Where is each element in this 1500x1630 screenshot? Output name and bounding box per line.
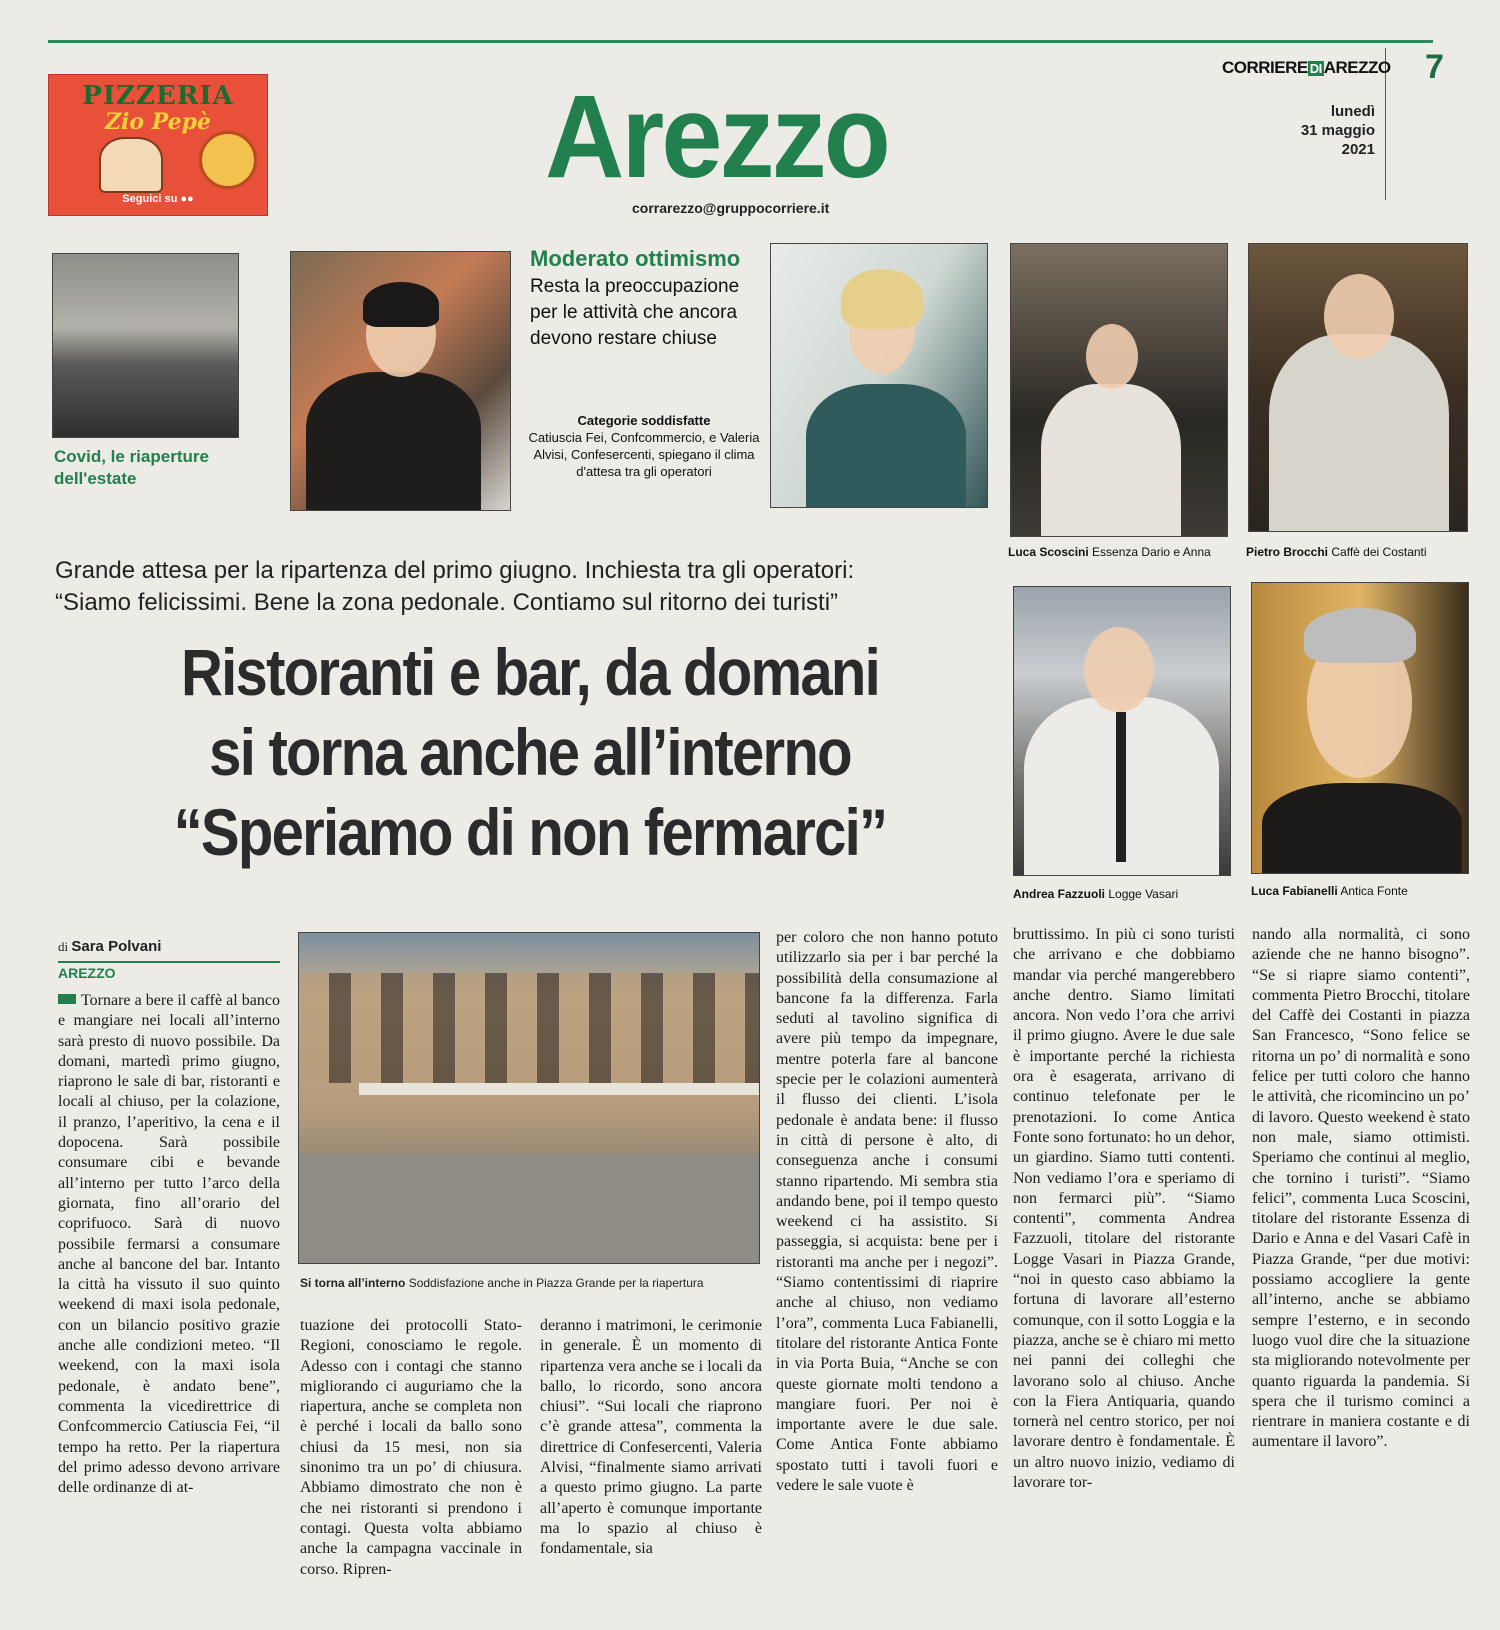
moderato-title: Moderato ottimismo bbox=[530, 246, 741, 271]
scoscini-photo bbox=[1010, 243, 1228, 537]
article-column-4: per coloro che non hanno potuto utilizzarlo sia per i bar perché la possibilità della consumazione al bancone fa la differenza. Farla seduti al tavolino significa di avere più tempo da impegnare, mentre poterla fare al bancone specie per le colazioni aumenterà il flusso dei clienti. L’isola pedonale è andata bene: il flusso in città di persone è alto, di conseguenza anche i consumi stanno ripartendo. Mi sembra stia andando bene, poi il tempo questo weekend ci ha assistito. Si passeggia, si acquista: bene per i ristoranti ma anche per i negozi”. “Siamo contentissimi di riaprire anche al chiuso, non vediamo l’ora”, commenta Luca Fabianelli, titolare del ristorante Antica Fonte in via Porta Buia, “Anche se con queste giornate molti tendono a mangiare fuori. Per noi è importante avere le due sale. Come Antica Fonte abbiamo spostato tutti i tavoli fuori e vedere le sale vuote è bbox=[776, 929, 998, 1495]
top-rule bbox=[48, 40, 1433, 43]
byline: di Sara Polvani bbox=[58, 938, 162, 955]
article-column-1: Tornare a bere il caffè al banco e mangiare nei locali all’interno sarà presto di nuovo possibile. Da domani, martedì primo giugno, riaprono le sale di bar, ristoranti e locali al chiuso, per la colazione, il pranzo, l’aperitivo, la cena e il dopocena. Sarà possibile consumare cibi e bevande all’interno per tutto l’arco della giornata, fino all’orario del coprifuoco. Sarà di nuovo possibile fermarsi a consumare anche al bancone del bar. Intanto la città ha vissuto il suo quinto weekend di maxi isola pedonale, con un bilancio positivo grazie anche alle condizioni meteo. “Il weekend, con la maxi isola pedonale, è andato bene”, commenta la vicedirettrice di Confcommercio Catiuscia Fei, “il tempo ha retto. Per la riapertura del primo adesso devono arrivare delle ordinanze di at- bbox=[58, 992, 280, 1497]
fabianelli-photo bbox=[1251, 582, 1469, 874]
moderato-dek: Resta la preoccupazione per le attività che ancora devono restare chiuse bbox=[530, 276, 740, 349]
chef-illustration-icon bbox=[99, 137, 163, 193]
scoscini-caption: Luca Scoscini Essenza Dario e Anna bbox=[1008, 545, 1211, 559]
dateline-location: AREZZO bbox=[58, 961, 280, 981]
social-icon: ●● bbox=[180, 193, 194, 205]
fei-photo bbox=[290, 251, 511, 511]
issue-date: lunedì 31 maggio 2021 bbox=[1300, 103, 1375, 158]
headline: Ristoranti e bar, da domani si torna anche all’interno “Speriamo di non fermarci” bbox=[173, 635, 887, 869]
pizzeria-ad bbox=[48, 74, 268, 216]
article-column-3: deranno i matrimoni, le cerimonie in generale. È un momento di ripartenza vera anche se i locali da ballo, lo ricordo, sono ancora chiusi”. “Sui locali che riaprono c’è grande attesa”, commenta la direttrice di Confesercenti, Valeria Alvisi, “finalmente siamo arrivati a questo primo giugno. La parte all’aperto è comunque importante ma lo spazio al chiuso è fondamentale, sia bbox=[540, 1317, 762, 1558]
piazza-teaser-photo bbox=[52, 253, 239, 438]
brocchi-photo bbox=[1248, 243, 1468, 532]
ad-subtitle: Zio Pepè bbox=[104, 109, 212, 135]
kicker: Grande attesa per la ripartenza del primo giugno. Inchiesta tra gli operatori: “Siamo felicissimi. Bene la zona pedonale. Contiamo sul ritorno dei turisti” bbox=[55, 557, 855, 616]
email: corrarezzo@gruppocorriere.it bbox=[632, 200, 830, 216]
piazza-grande-photo bbox=[298, 932, 760, 1264]
article-column-5: bruttissimo. In più ci sono turisti che arrivano e che dobbiamo mandar via perché mangerebbero anche dentro. Siamo limitati ancora. Non vedo l’ora che arrivi il primo giugno. Avere le due sale è importante perché la richiesta ora è esagerata, arrivano di continuo telefonate per le prenotazioni. Io come Antica Fonte sono fortunato: ho un dehor, un giardino. Siamo tutti contenti. Non vediamo l’ora e speriamo di non fermarci più”. “Siamo contenti”, commenta Andrea Fazzuoli, titolare del ristorante Logge Vasari in Piazza Grande, “noi in questo caso abbiamo la fortuna di lavorare all’esterno comunque, con il sotto Loggia e la piazza, anche se è chiaro mi metto nei panni dei colleghi che lavorano solo al chiuso. Anche con la Fiera Antiquaria, quando tornerà nel centro storico, per noi lavorare dentro è fondamentale. È un altro nuovo inizio, vediamo di lavorare tor- bbox=[1013, 926, 1235, 1492]
covid-caption: Covid, le riaperture dell'estate bbox=[54, 447, 209, 488]
pizza-icon bbox=[199, 131, 257, 189]
newspaper-brand: CORRIERE DI AREZZO bbox=[1222, 58, 1391, 77]
fabianelli-caption: Luca Fabianelli Antica Fonte bbox=[1251, 884, 1408, 898]
brocchi-caption: Pietro Brocchi Caffè dei Costanti bbox=[1246, 545, 1427, 559]
ad-title: PIZZERIA bbox=[82, 81, 234, 111]
categorie-caption: Categorie soddisfatte Catiuscia Fei, Confcommercio, e Valeria Alvisi, Confesercenti, spiegano il clima d'attesa tra gli operatori bbox=[528, 413, 760, 479]
ad-footer: Seguici su ●● bbox=[122, 193, 194, 205]
photo-caption: Si torna all’interno Soddisfazione anche in Piazza Grande per la riapertura bbox=[300, 1276, 704, 1290]
lead-marker-icon bbox=[58, 994, 76, 1004]
masthead: Arezzo bbox=[545, 71, 889, 203]
article-column-6: nando alla normalità, ci sono aziende che ne hanno bisogno”. “Se si riapre siamo contenti”, commenta Pietro Brocchi, titolare del Caffè dei Costanti in piazza San Francesco, “Sono felice se ritorna un po’ di normalità e sono felice per tutti coloro che hanno le attività, che ricomincino un po’ di lavoro. Questo weekend è stato non male, siamo ottimisti. Speriamo che continui al meglio, che tornino i turisti”. “Siamo felici”, commenta Luca Scoscini, titolare del ristorante Essenza di Dario e Anna e del Vasari Cafè in Piazza Grande, “per due motivi: possiamo accogliere la gente all’interno, anche se abbiamo sempre l’esterno, e in secondo luogo vuol dire che la situazione sta migliorando notevolmente per quanto riguarda la pandemia. Si spera che il turismo cominci a rientrare in maniera costante e di aumentare il lavoro”. bbox=[1252, 926, 1470, 1451]
article-column-2: tuazione dei protocolli Stato-Regioni, conosciamo le regole. Adesso con i contagi che stanno migliorando ci auguriamo che la riapertura, anche se completa non è perché i locali da ballo sono chiusi da 15 mesi, non sia sinonimo tra un po’ di chiusura. Abbiamo dimostrato che non è che nei ristoranti si prendono i contagi. Questa volta abbiamo anche la campagna vaccinale in corso. Ripren- bbox=[300, 1317, 522, 1578]
fazzuoli-caption: Andrea Fazzuoli Logge Vasari bbox=[1013, 887, 1179, 901]
page-number: 7 bbox=[1425, 48, 1444, 86]
fazzuoli-photo bbox=[1013, 586, 1231, 876]
alvisi-photo bbox=[770, 243, 988, 508]
